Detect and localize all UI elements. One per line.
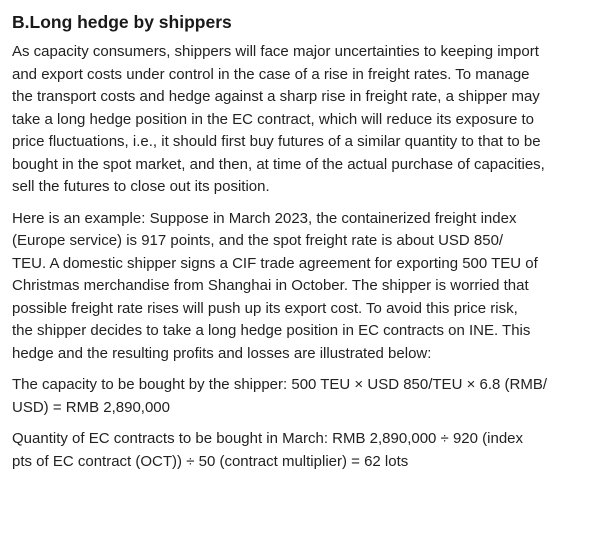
text-line: price fluctuations, i.e., it should first buy futures of a similar quantity to that to be — [12, 133, 541, 150]
paragraph-contract-quantity — [12, 428, 599, 473]
text-line: Quantity of EC contracts to be bought in March: RMB 2,890,000 ÷ 920 (index — [12, 430, 524, 447]
text-line: bought in the spot market, and then, at time of the actual purchase of capacities, — [12, 155, 545, 173]
text-line: USD) = RMB 2,890,000 — [12, 398, 170, 416]
text-line: As capacity consumers, shippers will face major uncertainties to keeping import — [12, 43, 539, 60]
text-line: Here is an example: Suppose in March 2023, the containerized freight index — [12, 209, 517, 227]
text-line: hedge and the resulting profits and losses are illustrated below: — [12, 344, 432, 362]
text-line: The capacity to be bought by the shipper: 500 TEU × USD 850/TEU × 6.8 (RMB/ — [12, 376, 548, 393]
text-line: the shipper decides to take a long hedge position in EC contracts on INE. This — [12, 322, 531, 339]
paragraph-example — [12, 208, 599, 366]
text-line: pts of EC contract (OCT)) ÷ 50 (contract multiplier) = 62 lots — [12, 452, 409, 470]
section-heading: B.Long hedge by shippers — [12, 12, 232, 32]
text-line: take a long hedge position in the EC contract, which will reduce its exposure to — [12, 110, 534, 128]
text-line: (Europe service) is 917 points, and the spot freight rate is about USD 850/ — [12, 232, 504, 249]
text-line: TEU. A domestic shipper signs a CIF trade agreement for exporting 500 TEU of — [12, 254, 538, 272]
text-line: Christmas merchandise from Shanghai in October. The shipper is worried that — [12, 277, 529, 294]
paragraph-long-hedge-intro — [12, 41, 599, 199]
paragraph-capacity-calculation — [12, 374, 599, 419]
text-line: and export costs under control in the case of a rise in freight rates. To manage — [12, 65, 530, 83]
text-line: the transport costs and hedge against a sharp rise in freight rate, a shipper may — [12, 88, 540, 105]
text-line: possible freight rate rises will push up its export cost. To avoid this price risk, — [12, 299, 518, 317]
text-line: sell the futures to close out its position. — [12, 178, 270, 195]
